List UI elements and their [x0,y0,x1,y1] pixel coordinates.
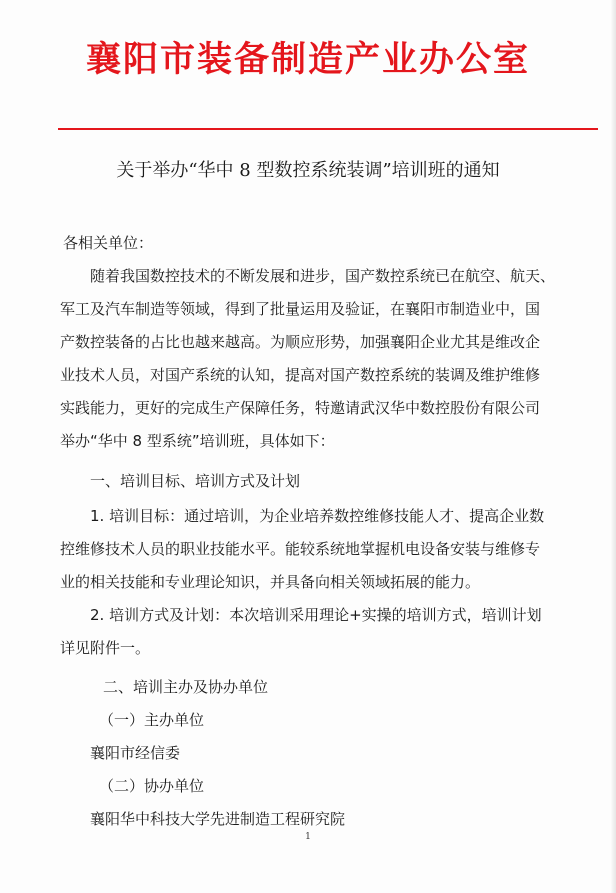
section-2-heading: 二、培训主办及协办单位 [103,678,269,696]
intro-line-5: 实践能力，更好的完成生产保障任务，特邀请武汉华中数控股份有限公司 [60,399,541,417]
item-1-line-2: 控维修技术人员的职业技能水平。能较系统地掌握机电设备安装与维修专 [60,540,541,558]
item-1-line-1: 1. 培训目标：通过培训，为企业培养数控维修技能人才、提高企业数 [90,507,545,525]
subsection-1-heading: （一）主办单位 [99,711,205,729]
salutation: 各相关单位： [63,234,154,252]
scan-edge-shadow [610,0,616,893]
letterhead-office-name: 襄阳市装备制造产业办公室 [85,39,530,80]
item-1-line-3: 业的相关技能和专业理论知识，并具备向相关领域拓展的能力。 [60,573,481,591]
section-1-heading: 一、培训目标、培训方式及计划 [90,472,301,490]
intro-line-1: 随着我国数控技术的不断发展和进步，国产数控系统已在航空、航天、 [90,267,556,285]
intro-line-3: 产数控装备的占比也越来越高。为顺应形势，加强襄阳企业尤其是维改企 [60,333,541,351]
intro-line-4: 业技术人员，对国产系统的认知，提高对国产数控系统的装调及维护维修 [60,366,541,384]
intro-line-2: 军工及汽车制造等领域，得到了批量运用及验证，在襄阳市制造业中，国 [60,300,541,318]
item-2-line-1: 2. 培训方式及计划：本次培训采用理论+实操的培训方式，培训计划 [90,606,542,624]
document-title: 关于举办“华中 8 型数控系统装调”培训班的通知 [116,160,500,181]
subsection-1-value: 襄阳市经信委 [90,744,181,762]
page-number: 1 [305,832,311,842]
intro-line-6: 举办“华中 8 型系统”培训班，具体如下： [60,432,335,450]
letterhead-red-rule [58,128,598,130]
subsection-2-heading: （二）协办单位 [99,777,205,795]
subsection-2-value: 襄阳华中科技大学先进制造工程研究院 [90,810,346,828]
item-2-line-2: 详见附件一。 [60,639,151,657]
